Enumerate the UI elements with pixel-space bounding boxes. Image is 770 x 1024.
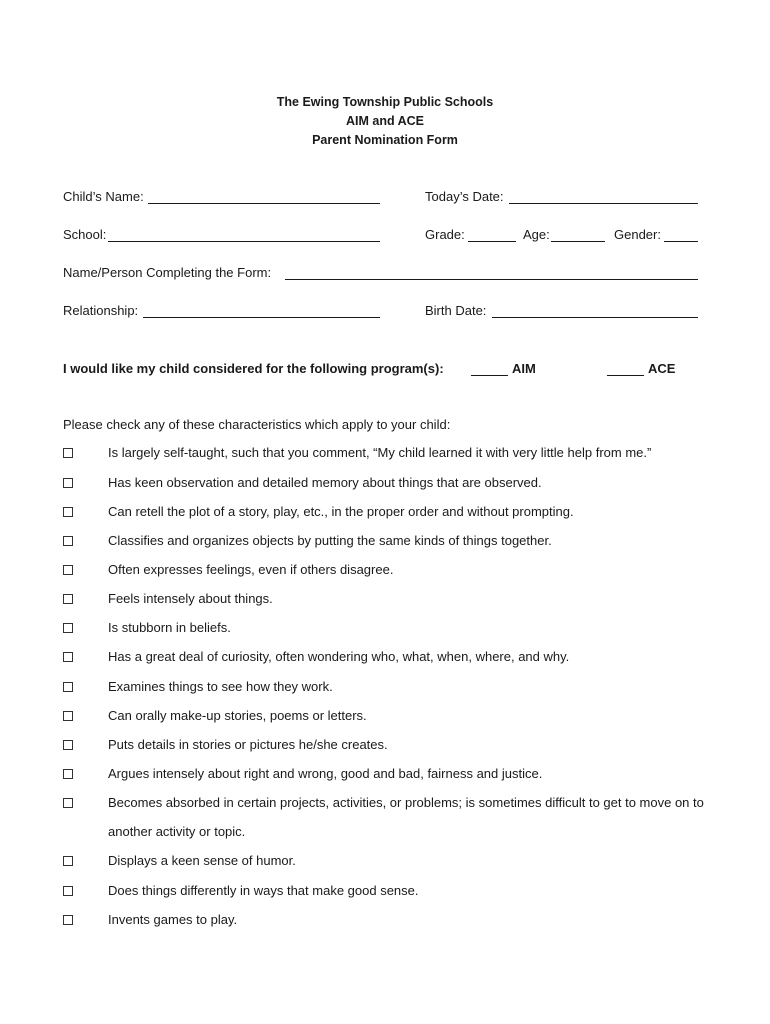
characteristic-text: Has a great deal of curiosity, often wondering who, what, when, where, and why. [108, 649, 570, 664]
checkbox[interactable] [63, 536, 73, 546]
characteristic-text: Argues intensely about right and wrong, good and bad, fairness and justice. [108, 766, 543, 781]
checkbox[interactable] [63, 769, 73, 779]
checkbox[interactable] [63, 507, 73, 517]
characteristic-text: Feels intensely about things. [108, 591, 273, 606]
gender-field[interactable] [664, 241, 698, 242]
program-title: AIM and ACE [345, 114, 424, 128]
ace-label: ACE [648, 361, 676, 376]
age-field[interactable] [551, 241, 605, 242]
characteristic-text: Often expresses feelings, even if others disagree. [108, 562, 394, 577]
grade-label: Grade: [425, 227, 465, 242]
checkbox[interactable] [63, 711, 73, 721]
birth-date-field[interactable] [492, 317, 698, 318]
characteristic-text: Displays a keen sense of humor. [108, 853, 296, 868]
checkbox[interactable] [63, 798, 73, 808]
child-name-field[interactable] [148, 203, 380, 204]
relationship-field[interactable] [143, 317, 380, 318]
characteristic-text: Becomes absorbed in certain projects, activities, or problems; is sometimes difficult to get to move on to another activity or topic. [108, 795, 704, 839]
checkbox[interactable] [63, 565, 73, 575]
aim-blank[interactable] [471, 375, 508, 376]
characteristic-text: Has keen observation and detailed memory about things that are observed. [108, 475, 542, 490]
grade-field[interactable] [468, 241, 516, 242]
checkbox[interactable] [63, 915, 73, 925]
aim-label: AIM [512, 361, 536, 376]
characteristic-text: Is stubborn in beliefs. [108, 620, 231, 635]
checkbox[interactable] [63, 682, 73, 692]
program-prompt: I would like my child considered for the following program(s): [63, 361, 444, 376]
characteristic-text: Is largely self-taught, such that you comment, “My child learned it with very little help from me.” [108, 445, 652, 460]
checkbox[interactable] [63, 740, 73, 750]
person-completing-label: Name/Person Completing the Form: [63, 265, 272, 280]
characteristic-text: Does things differently in ways that make good sense. [108, 883, 419, 898]
checkbox[interactable] [63, 478, 73, 488]
school-field[interactable] [108, 241, 380, 242]
characteristic-text: Invents games to play. [108, 912, 238, 927]
age-label: Age: [523, 227, 550, 242]
todays-date-field[interactable] [509, 203, 698, 204]
birth-date-label: Birth Date: [425, 303, 487, 318]
ace-blank[interactable] [607, 375, 644, 376]
checkbox[interactable] [63, 652, 73, 662]
characteristic-text: Can retell the plot of a story, play, etc., in the proper order and without prompting. [108, 504, 574, 519]
district-title: The Ewing Township Public Schools [276, 95, 494, 109]
checkbox[interactable] [63, 448, 73, 458]
characteristics-intro: Please check any of these characteristics which apply to your child: [63, 417, 451, 432]
characteristic-text: Can orally make-up stories, poems or letters. [108, 708, 367, 723]
todays-date-label: Today’s Date: [425, 189, 504, 204]
checkbox[interactable] [63, 886, 73, 896]
checkbox[interactable] [63, 856, 73, 866]
characteristic-text: Examines things to see how they work. [108, 679, 333, 694]
relationship-label: Relationship: [63, 303, 139, 318]
checkbox[interactable] [63, 594, 73, 604]
gender-label: Gender: [614, 227, 661, 242]
form-title: Parent Nomination Form [312, 133, 458, 147]
checkbox[interactable] [63, 623, 73, 633]
child-name-label: Child’s Name: [63, 189, 144, 204]
characteristic-text: Classifies and organizes objects by putting the same kinds of things together. [108, 533, 552, 548]
person-completing-field[interactable] [285, 279, 698, 280]
school-label: School: [63, 227, 107, 242]
characteristic-text: Puts details in stories or pictures he/she creates. [108, 737, 388, 752]
